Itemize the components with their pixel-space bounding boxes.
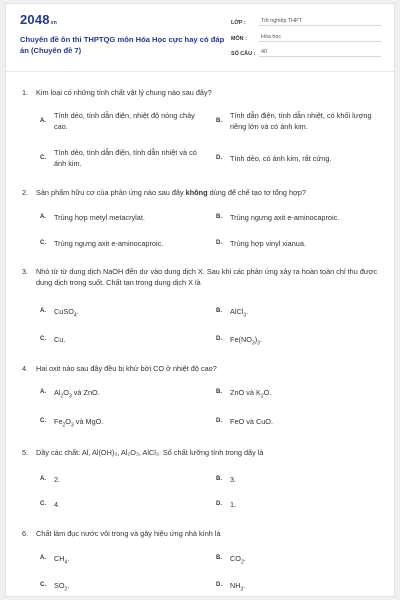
option-text [54, 306, 210, 321]
document-title: Chuyên đề ôn thi THPTQG môn Hóa Học cực hay có đáp án (Chuyên đề 7) [20, 35, 225, 55]
question-2 [22, 187, 384, 198]
option-text [54, 416, 210, 431]
option-letter: A. [40, 308, 46, 314]
site-logo[interactable] [20, 12, 57, 27]
option-letter: C. [40, 582, 46, 588]
option-a[interactable] [40, 553, 210, 564]
option-d[interactable] [216, 580, 384, 591]
question-6 [22, 528, 384, 539]
option-letter: B. [216, 476, 222, 482]
question-text-part: dùng để chế tạo tơ tổng hợp? [207, 188, 306, 197]
question-3 [22, 266, 384, 288]
option-text [230, 387, 384, 402]
meta-value: Tốt nghiệp THPT [259, 18, 381, 26]
formula-part: O. [263, 388, 272, 397]
question-number: 4. [22, 364, 29, 373]
question-text: Nhỏ từ từ dung dịch NaOH đến dư vào dung dịch X. Sau khi các phản ứng xảy ra hoàn toàn chỉ thu được dung dịch trong suốt. Chất tan trong dung dịch X là [36, 267, 378, 287]
option-b[interactable] [216, 306, 384, 317]
formula-part: ) [254, 335, 258, 344]
option-text: 3. [230, 475, 237, 484]
option-letter: B. [216, 389, 222, 395]
option-letter: B. [216, 308, 222, 314]
option-d[interactable] [216, 334, 384, 345]
question-text: Chất làm đục nước vôi trong và gây hiệu ứng nhà kính là [36, 529, 221, 538]
option-letter: A. [40, 214, 46, 220]
option-text [230, 580, 384, 595]
option-a[interactable] [40, 306, 210, 317]
question-text: Dãy các chất: Al, Al(OH)₃, Al₂O₃, AlCl₃. Số chất lưỡng tính trong dãy là [36, 448, 264, 457]
worksheet-page [5, 3, 395, 597]
question-1 [22, 87, 384, 98]
option-text: Trùng ngưng axit e-aminocaproic. [230, 213, 340, 222]
option-b[interactable] [216, 387, 384, 398]
question-number: 2. [22, 188, 29, 197]
formula-part: . [76, 307, 79, 316]
formula-part: và ZnO. [71, 388, 100, 397]
formula-part: O [65, 417, 71, 426]
option-a[interactable] [40, 474, 210, 485]
option-text: Trùng hợp vinyl xianua. [230, 239, 306, 248]
option-letter: A. [40, 476, 46, 482]
formula-subscript: 4 [64, 559, 68, 566]
option-text: Tính dẻo, có ánh kim, rất cứng. [230, 154, 332, 163]
option-d[interactable] [216, 499, 384, 510]
option-letter: D. [216, 501, 222, 507]
option-text: Tính dẻo, tính dẫn điện, nhiệt độ nóng chảy cao. [54, 111, 195, 131]
meta-key: SỐ CÂU : [231, 51, 256, 57]
option-letter: C. [40, 418, 46, 424]
formula-subscript: 2 [260, 393, 264, 400]
option-c[interactable] [40, 334, 210, 345]
option-letter: B. [216, 214, 222, 220]
option-letter: C. [40, 336, 46, 342]
option-a[interactable] [40, 387, 210, 398]
formula-part: CO [230, 554, 241, 563]
question-number: 5. [22, 448, 29, 457]
formula-part: CuSO [54, 307, 74, 316]
meta-subject [231, 34, 381, 42]
option-text: 2. [54, 475, 61, 484]
formula-part: Al [54, 388, 61, 397]
logo-suffix: vn [50, 20, 57, 26]
option-text [230, 306, 384, 321]
meta-count [231, 49, 381, 57]
option-letter: B. [216, 555, 222, 561]
option-letter: D. [216, 155, 222, 161]
question-text: Kim loại có những tính chất vật lý chung nào sau đây? [36, 88, 212, 97]
option-b[interactable] [216, 110, 384, 132]
question-text-part: Sản phẩm hữu cơ của phản ứng nào sau đây [36, 188, 186, 197]
option-letter: C. [40, 501, 46, 507]
option-a[interactable] [40, 212, 210, 223]
formula-subscript: 4 [73, 312, 77, 319]
question-number: 1. [22, 88, 29, 97]
formula-subscript: 2 [64, 586, 68, 593]
option-text: FeO và CuO. [230, 417, 273, 426]
question-number: 6. [22, 529, 29, 538]
question-5 [22, 447, 384, 458]
option-letter: D. [216, 418, 222, 424]
formula-part: AlCl [230, 307, 244, 316]
option-letter: B. [216, 118, 222, 124]
option-letter: A. [40, 555, 46, 561]
formula-part: . [67, 581, 70, 590]
option-text: Trùng ngưng axit e-aminocaproic. [54, 239, 164, 248]
option-c[interactable] [40, 580, 210, 591]
meta-key: LỚP : [231, 20, 246, 26]
question-4 [22, 363, 384, 374]
formula-part: . [243, 581, 246, 590]
option-b[interactable] [216, 474, 384, 485]
formula-subscript: 3 [68, 393, 72, 400]
option-text [54, 580, 210, 595]
formula-subscript: 2 [240, 559, 244, 566]
option-letter: D. [216, 240, 222, 246]
formula-part: CH [54, 554, 65, 563]
option-d[interactable] [216, 416, 384, 427]
question-text [36, 187, 384, 198]
option-text [54, 553, 210, 568]
formula-part: . [67, 554, 70, 563]
option-c[interactable] [40, 147, 200, 169]
option-text: Trùng hợp metyl metacrylat. [54, 213, 145, 222]
option-d[interactable] [216, 238, 384, 249]
formula-subscript: 3 [251, 340, 255, 347]
option-text: Tính dẫn điện, tính dẫn nhiệt, có khối lượng riêng lớn và có ánh kim. [230, 111, 372, 131]
option-text: 4. [54, 500, 61, 509]
question-number: 3. [22, 267, 29, 276]
formula-subscript: 3 [240, 586, 244, 593]
option-b[interactable] [216, 553, 384, 564]
formula-part: O [63, 388, 69, 397]
formula-part: NH [230, 581, 241, 590]
formula-part: . [243, 554, 246, 563]
option-c[interactable] [40, 499, 210, 510]
option-text: Cu. [54, 335, 66, 344]
meta-key: MÔN : [231, 36, 247, 42]
question-emphasis: không [185, 188, 208, 197]
option-letter: A. [40, 118, 46, 124]
logo-text: 2048 [20, 12, 50, 27]
option-letter: C. [40, 240, 46, 246]
option-letter: D. [216, 582, 222, 588]
header-divider [6, 71, 394, 72]
option-c[interactable] [40, 238, 210, 249]
formula-part: Fe [54, 417, 63, 426]
option-text [230, 334, 384, 349]
formula-subscript: 3 [70, 422, 74, 429]
meta-value: Hóa học [259, 34, 381, 42]
formula-subscript: 2 [60, 393, 64, 400]
question-text: Hai oxit nào sau đây đều bị khử bởi CO ở nhiệt độ cao? [36, 364, 217, 373]
option-b[interactable] [216, 212, 384, 223]
formula-part: SO [54, 581, 65, 590]
option-d[interactable] [216, 153, 384, 164]
formula-subscript: 3 [257, 340, 260, 347]
formula-part: và MgO. [73, 417, 104, 426]
option-letter: A. [40, 389, 46, 395]
formula-part: . [259, 335, 262, 344]
option-a[interactable] [40, 110, 200, 132]
option-letter: D. [216, 336, 222, 342]
formula-part: . [246, 307, 249, 316]
option-text: Tính dẻo, tính dẫn điện, tính dẫn nhiệt và có ánh kim. [54, 148, 197, 168]
meta-value: 40 [259, 49, 381, 57]
formula-part: Fe(NO [230, 335, 252, 344]
option-text: 1. [230, 500, 237, 509]
meta-class [231, 18, 381, 26]
formula-part: ZnO và K [230, 388, 261, 397]
option-c[interactable] [40, 416, 210, 427]
formula-subscript: 3 [243, 312, 247, 319]
option-text [230, 553, 384, 568]
option-text [54, 387, 210, 402]
option-letter: C. [40, 155, 46, 161]
formula-subscript: 2 [62, 422, 66, 429]
